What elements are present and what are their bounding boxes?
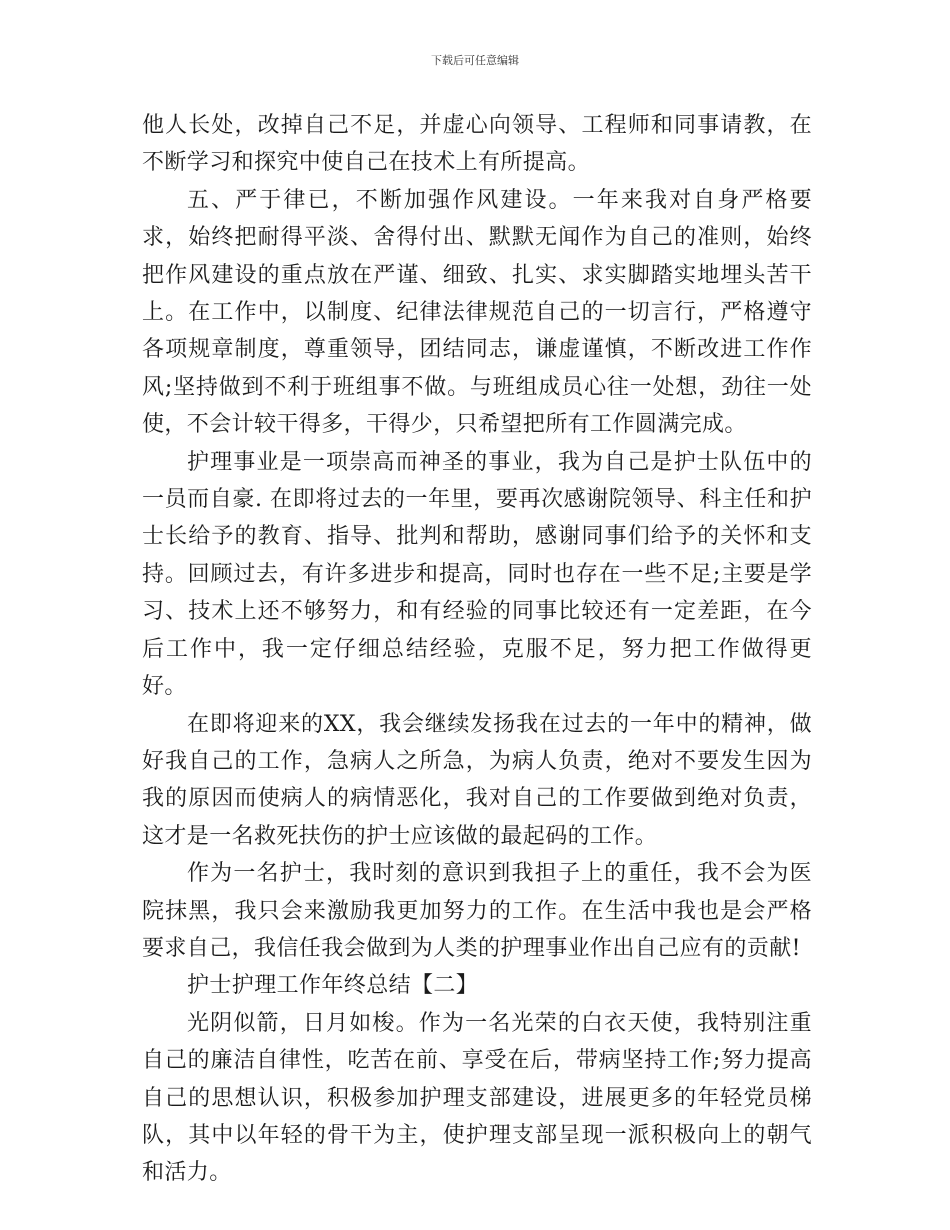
paragraph-nursing-career: 护理事业是一项崇高而神圣的事业，我为自己是护士队伍中的一员而自豪. 在即将过去的一年里，要再次感谢院领导、科主任和护士长给予的教育、指导、批判和帮助，感谢同事们给予的关怀和支持。回顾过去，有许多进步和提高，同时也存在一些不足;主要是学习、技术上还不够努力，和有经验的同事比较还有一定差距，在今后工作中，我一定仔细总结经验，克服不足，努力把工作做得更好。 [142,449,812,700]
paragraph-self-discipline: 五、严于律已，不断加强作风建设。一年来我对自身严格要求，始终把耐得平淡、舍得付出、默默无闻作为自己的准则，始终把作风建设的重点放在严谨、细致、扎实、求实脚踏实地埋头苦干上。在工作中，以制度、纪律法律规范自己的一切言行，严格遵守各项规章制度，尊重领导，团结同志，谦虚谨慎，不断改进工作作风;坚持做到不利于班组事不做。与班组成员心往一处想，劲往一处使，不会计较干得多，干得少，只希望把所有工作圆满完成。 [142,187,812,438]
section-heading: 护士护理工作年终总结【二】 [187,973,479,999]
paragraph-continuation: 他人长处，改掉自己不足，并虚心向领导、工程师和同事请教，在不断学习和探究中使自己在技术上有所提高。 [142,113,812,176]
paragraph-coming-year: 在即将迎来的XX，我会继续发扬我在过去的一年中的精神，做好我自己的工作，急病人之所急，为病人负责，绝对不要发生因为我的原因而使病人的病情恶化，我对自己的工作要做到绝对负责，这才是一名救死扶伤的护士应该做的最起码的工作。 [142,711,812,849]
document-body [142,107,812,1192]
paragraph-section-two-intro: 光阴似箭，日月如梭。作为一名光荣的白衣天使，我特别注重自己的廉洁自律性，吃苦在前、享受在后，带病坚持工作;努力提高自己的思想认识，积极参加护理支部建设，进展更多的年轻党员梯队，其中以年轻的骨干为主，使护理支部呈现一派积极向上的朝气和活力。 [142,1010,812,1186]
paragraph-responsibility: 作为一名护士，我时刻的意识到我担子上的重任，我不会为医院抹黑，我只会来激励我更加努力的工作。在生活中我也是会严格要求自己，我信任我会做到为人类的护理事业作出自己应有的贡献! [142,861,812,961]
page-header: 下载后可任意编辑 [431,54,519,67]
